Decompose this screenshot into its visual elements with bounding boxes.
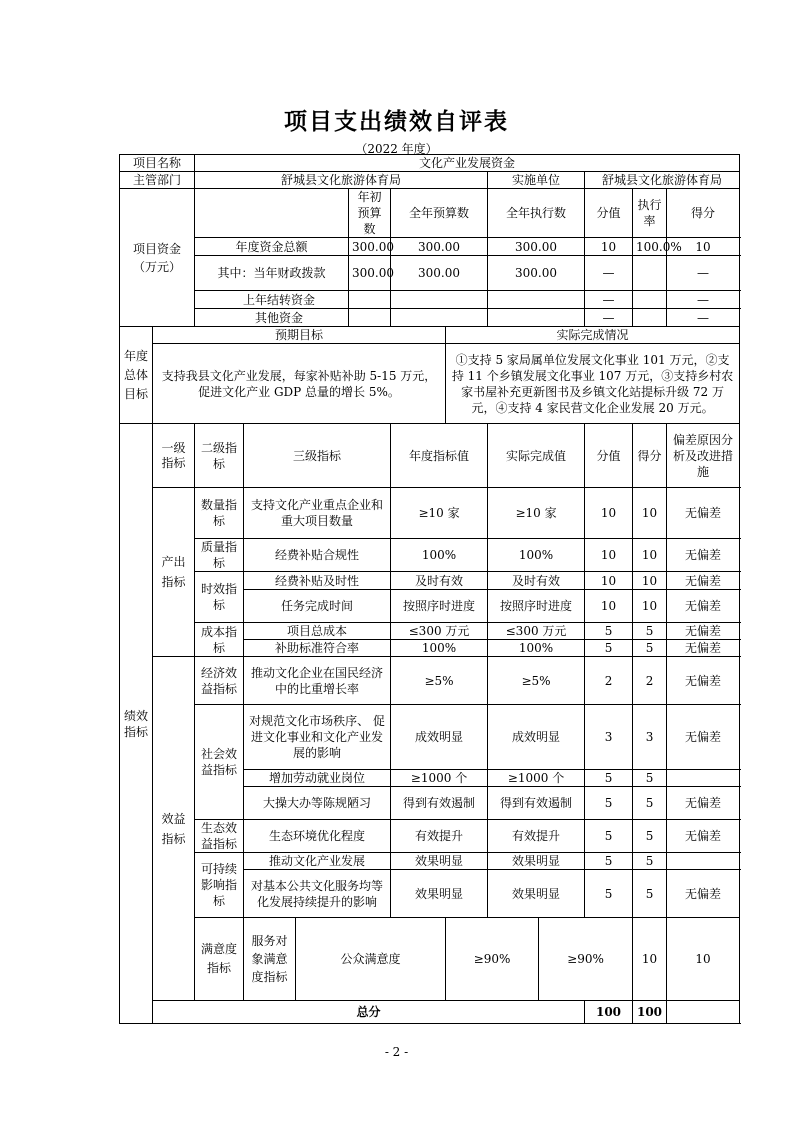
funds-row-initial: 300.00: [349, 238, 391, 256]
perf-indicator-label: 绩效指标: [120, 424, 153, 1024]
indicator-value: 5: [585, 640, 633, 657]
indicator-actual: ≤300 万元: [488, 623, 585, 640]
indicator-score: 5: [633, 770, 667, 787]
indicator-target: 100%: [391, 539, 488, 572]
funds-header-rate: 执行率: [633, 189, 667, 238]
indicator-score: 3: [633, 705, 667, 770]
indicator-actual: ≥5%: [488, 657, 585, 705]
indicator-note: 无偏差: [667, 539, 740, 572]
indicator-name: 经费补贴合规性: [244, 539, 391, 572]
indicator-value: 3: [585, 705, 633, 770]
indicator-actual: 效果明显: [488, 870, 585, 918]
funds-row-rate: 100.0%: [633, 238, 667, 256]
funds-row-budget: 300.00: [391, 256, 488, 291]
department-label: 主管部门: [120, 172, 195, 189]
level2-timeliness: 时效指标: [195, 572, 244, 623]
funds-header-initial: 年初预算数: [349, 189, 391, 238]
funds-row-executed: 300.00: [488, 256, 585, 291]
total-label: 总分: [153, 1001, 585, 1024]
project-name-label: 项目名称: [120, 155, 195, 172]
header-score-value: 分值: [585, 424, 633, 488]
level2-sustainable: 可持续影响指标: [195, 853, 244, 918]
indicator-note: [667, 770, 740, 787]
indicator-row: [120, 853, 740, 870]
funds-row-budget: 300.00: [391, 238, 488, 256]
evaluation-table: [119, 154, 740, 1024]
indicator-score: 10: [633, 488, 667, 539]
indicator-actual: 成效明显: [488, 705, 585, 770]
funds-row-score: —: [667, 256, 740, 291]
indicator-score: 5: [633, 640, 667, 657]
header-score: 得分: [633, 424, 667, 488]
indicator-target: ≥5%: [391, 657, 488, 705]
header-level2: 二级指标: [195, 424, 244, 488]
year-label: （2022 年度）: [355, 142, 438, 156]
page-title: 项目支出绩效自评表: [284, 109, 509, 135]
indicator-name: 项目总成本: [244, 623, 391, 640]
indicator-actual: ≥90%: [539, 918, 633, 1001]
funds-header-budget: 全年预算数: [391, 189, 488, 238]
indicator-score: 5: [633, 787, 667, 820]
indicator-note: 无偏差: [667, 657, 740, 705]
indicator-value: 5: [585, 787, 633, 820]
indicator-target: 100%: [391, 640, 488, 657]
indicator-row: [120, 488, 740, 539]
row-department: [120, 172, 740, 189]
row-goal-content: [120, 344, 740, 424]
indicator-row: [120, 918, 740, 1001]
indicator-value: 10: [633, 918, 667, 1001]
total-note: [667, 1001, 740, 1024]
funds-row-score-value: 10: [585, 238, 633, 256]
level1-benefit: 效益指标: [153, 657, 195, 1001]
header-target: 年度指标值: [391, 424, 488, 488]
indicator-target: 效果明显: [391, 870, 488, 918]
funds-row-score-value: —: [585, 291, 633, 309]
page-number: - 2 -: [384, 1045, 409, 1059]
indicator-score: 10: [667, 918, 740, 1001]
implementer-value: 舒城县文化旅游体育局: [585, 172, 740, 189]
level1-output: 产出指标: [153, 488, 195, 657]
indicator-value: 2: [585, 657, 633, 705]
header-actual: 实际完成值: [488, 424, 585, 488]
indicator-score: 10: [633, 539, 667, 572]
indicator-name: 对规范文化市场秩序、 促进文化事业和文化产业发展的影响: [244, 705, 391, 770]
indicator-target: ≥10 家: [391, 488, 488, 539]
indicator-note: 无偏差: [667, 590, 740, 623]
expected-goal-label: 预期目标: [153, 327, 446, 344]
indicator-name: 推动文化企业在国民经济中的比重增长率: [244, 657, 391, 705]
level2-economic: 经济效益指标: [195, 657, 244, 705]
level1-satisfaction: 满意度指标: [195, 918, 244, 1001]
indicator-row: [120, 657, 740, 705]
funds-row-executed: [488, 309, 585, 327]
level2-quality: 质量指标: [195, 539, 244, 572]
row-goal-header: [120, 327, 740, 344]
indicator-value: 5: [585, 853, 633, 870]
indicator-value: 5: [585, 820, 633, 853]
level2-quantity: 数量指标: [195, 488, 244, 539]
indicator-name: 对基本公共文化服务均等化发展持续提升的影响: [244, 870, 391, 918]
indicator-name: 大操大办等陈规陋习: [244, 787, 391, 820]
funds-row-budget: [391, 309, 488, 327]
indicator-name: 补助标准符合率: [244, 640, 391, 657]
indicator-value: 5: [585, 770, 633, 787]
indicator-score: 10: [633, 590, 667, 623]
indicator-score: 10: [633, 572, 667, 590]
indicator-value: 10: [585, 572, 633, 590]
indicator-score: 5: [633, 853, 667, 870]
actual-status-text: ①支持 5 家局属单位发展文化事业 101 万元，②支持 11 个乡镇发展文化事业 107 万元，③支持乡村农家书屋补充更新图书及乡镇文化站提标升级 72 万元，④支持 4 家民营文化企业发展 20 万元。: [446, 344, 740, 424]
indicator-name: 任务完成时间: [244, 590, 391, 623]
indicator-note: 无偏差: [667, 488, 740, 539]
actual-status-label: 实际完成情况: [446, 327, 740, 344]
indicator-score: 5: [633, 820, 667, 853]
indicator-name: 公众满意度: [296, 918, 446, 1001]
funds-row: [120, 309, 740, 327]
funds-row-score-value: —: [585, 309, 633, 327]
funds-blank-header: [195, 189, 349, 238]
indicator-value: 10: [585, 539, 633, 572]
funds-row-initial: 300.00: [349, 256, 391, 291]
funds-row-label: 上年结转资金: [195, 291, 349, 309]
indicator-note: 无偏差: [667, 623, 740, 640]
project-name-value: 文化产业发展资金: [195, 155, 740, 172]
row-total: [120, 1001, 740, 1024]
funds-row-score: —: [667, 291, 740, 309]
indicator-note: 无偏差: [667, 640, 740, 657]
indicator-score: 5: [633, 623, 667, 640]
indicator-target: 效果明显: [391, 853, 488, 870]
indicator-value: 5: [585, 623, 633, 640]
indicator-target: ≥1000 个: [391, 770, 488, 787]
indicator-actual: ≥1000 个: [488, 770, 585, 787]
funds-header-score-value: 分值: [585, 189, 633, 238]
indicator-row: [120, 820, 740, 853]
header-analysis: 偏差原因分析及改进措施: [667, 424, 740, 488]
indicator-actual: 100%: [488, 539, 585, 572]
funds-row-budget: [391, 291, 488, 309]
indicator-target: 及时有效: [391, 572, 488, 590]
funds-row-rate: [633, 291, 667, 309]
expected-goal-text: 支持我县文化产业发展，每家补贴补助 5-15 万元，促进文化产业 GDP 总量的增长 5%。: [153, 344, 446, 424]
indicator-name: 支持文化产业重点企业和重大项目数量: [244, 488, 391, 539]
indicator-actual: ≥10 家: [488, 488, 585, 539]
indicator-note: 无偏差: [667, 705, 740, 770]
indicator-row: [120, 539, 740, 572]
funds-row-score-value: —: [585, 256, 633, 291]
indicator-actual: 效果明显: [488, 853, 585, 870]
funds-row-executed: [488, 291, 585, 309]
indicator-value: 10: [585, 488, 633, 539]
indicator-value: 5: [585, 870, 633, 918]
indicator-note: 无偏差: [667, 820, 740, 853]
indicator-row: [120, 572, 740, 590]
indicator-target: 按照序时进度: [391, 590, 488, 623]
indicator-name: 推动文化产业发展: [244, 853, 391, 870]
funds-row-initial: [349, 291, 391, 309]
funds-header-score: 得分: [667, 189, 740, 238]
indicator-name: 经费补贴及时性: [244, 572, 391, 590]
funds-label: 项目资金（万元）: [120, 189, 195, 327]
row-funds-header: [120, 189, 740, 238]
level2-satisfaction: 服务对象满意度指标: [244, 918, 296, 1001]
indicator-value: 10: [585, 590, 633, 623]
level2-cost: 成本指标: [195, 623, 244, 657]
indicator-score: 5: [633, 870, 667, 918]
funds-row-score: —: [667, 309, 740, 327]
funds-row-initial: [349, 309, 391, 327]
indicator-note: [667, 853, 740, 870]
indicator-score: 2: [633, 657, 667, 705]
indicator-actual: 按照序时进度: [488, 590, 585, 623]
funds-row-executed: 300.00: [488, 238, 585, 256]
indicator-row: [120, 623, 740, 640]
indicator-name: 增加劳动就业岗位: [244, 770, 391, 787]
funds-row-label: 其中：当年财政拨款: [195, 256, 349, 291]
implementer-label: 实施单位: [488, 172, 585, 189]
indicator-note: 无偏差: [667, 870, 740, 918]
funds-header-executed: 全年执行数: [488, 189, 585, 238]
funds-row: [120, 238, 740, 256]
level2-social: 社会效益指标: [195, 705, 244, 820]
indicator-actual: 及时有效: [488, 572, 585, 590]
funds-row-rate: [633, 256, 667, 291]
yearly-goal-label: 年度总体目标: [120, 327, 153, 424]
indicator-target: 得到有效遏制: [391, 787, 488, 820]
indicator-target: ≥90%: [446, 918, 539, 1001]
indicator-actual: 有效提升: [488, 820, 585, 853]
header-level1: 一级指标: [153, 424, 195, 488]
row-indicator-header: [120, 424, 740, 488]
indicator-actual: 得到有效遏制: [488, 787, 585, 820]
indicator-target: 成效明显: [391, 705, 488, 770]
indicator-target: 有效提升: [391, 820, 488, 853]
indicator-note: 无偏差: [667, 787, 740, 820]
indicator-name: 生态环境优化程度: [244, 820, 391, 853]
indicator-target: ≤300 万元: [391, 623, 488, 640]
indicator-actual: 100%: [488, 640, 585, 657]
funds-row-rate: [633, 309, 667, 327]
funds-row: [120, 291, 740, 309]
header-level3: 三级指标: [244, 424, 391, 488]
funds-row-label: 年度资金总额: [195, 238, 349, 256]
funds-row: [120, 256, 740, 291]
indicator-row: [120, 705, 740, 770]
row-project-name: [120, 155, 740, 172]
funds-row-score: 10: [667, 238, 740, 256]
indicator-note: 无偏差: [667, 572, 740, 590]
total-score: 100: [633, 1001, 667, 1024]
total-value: 100: [585, 1001, 633, 1024]
level2-ecological: 生态效益指标: [195, 820, 244, 853]
funds-row-label: 其他资金: [195, 309, 349, 327]
department-value: 舒城县文化旅游体育局: [195, 172, 488, 189]
